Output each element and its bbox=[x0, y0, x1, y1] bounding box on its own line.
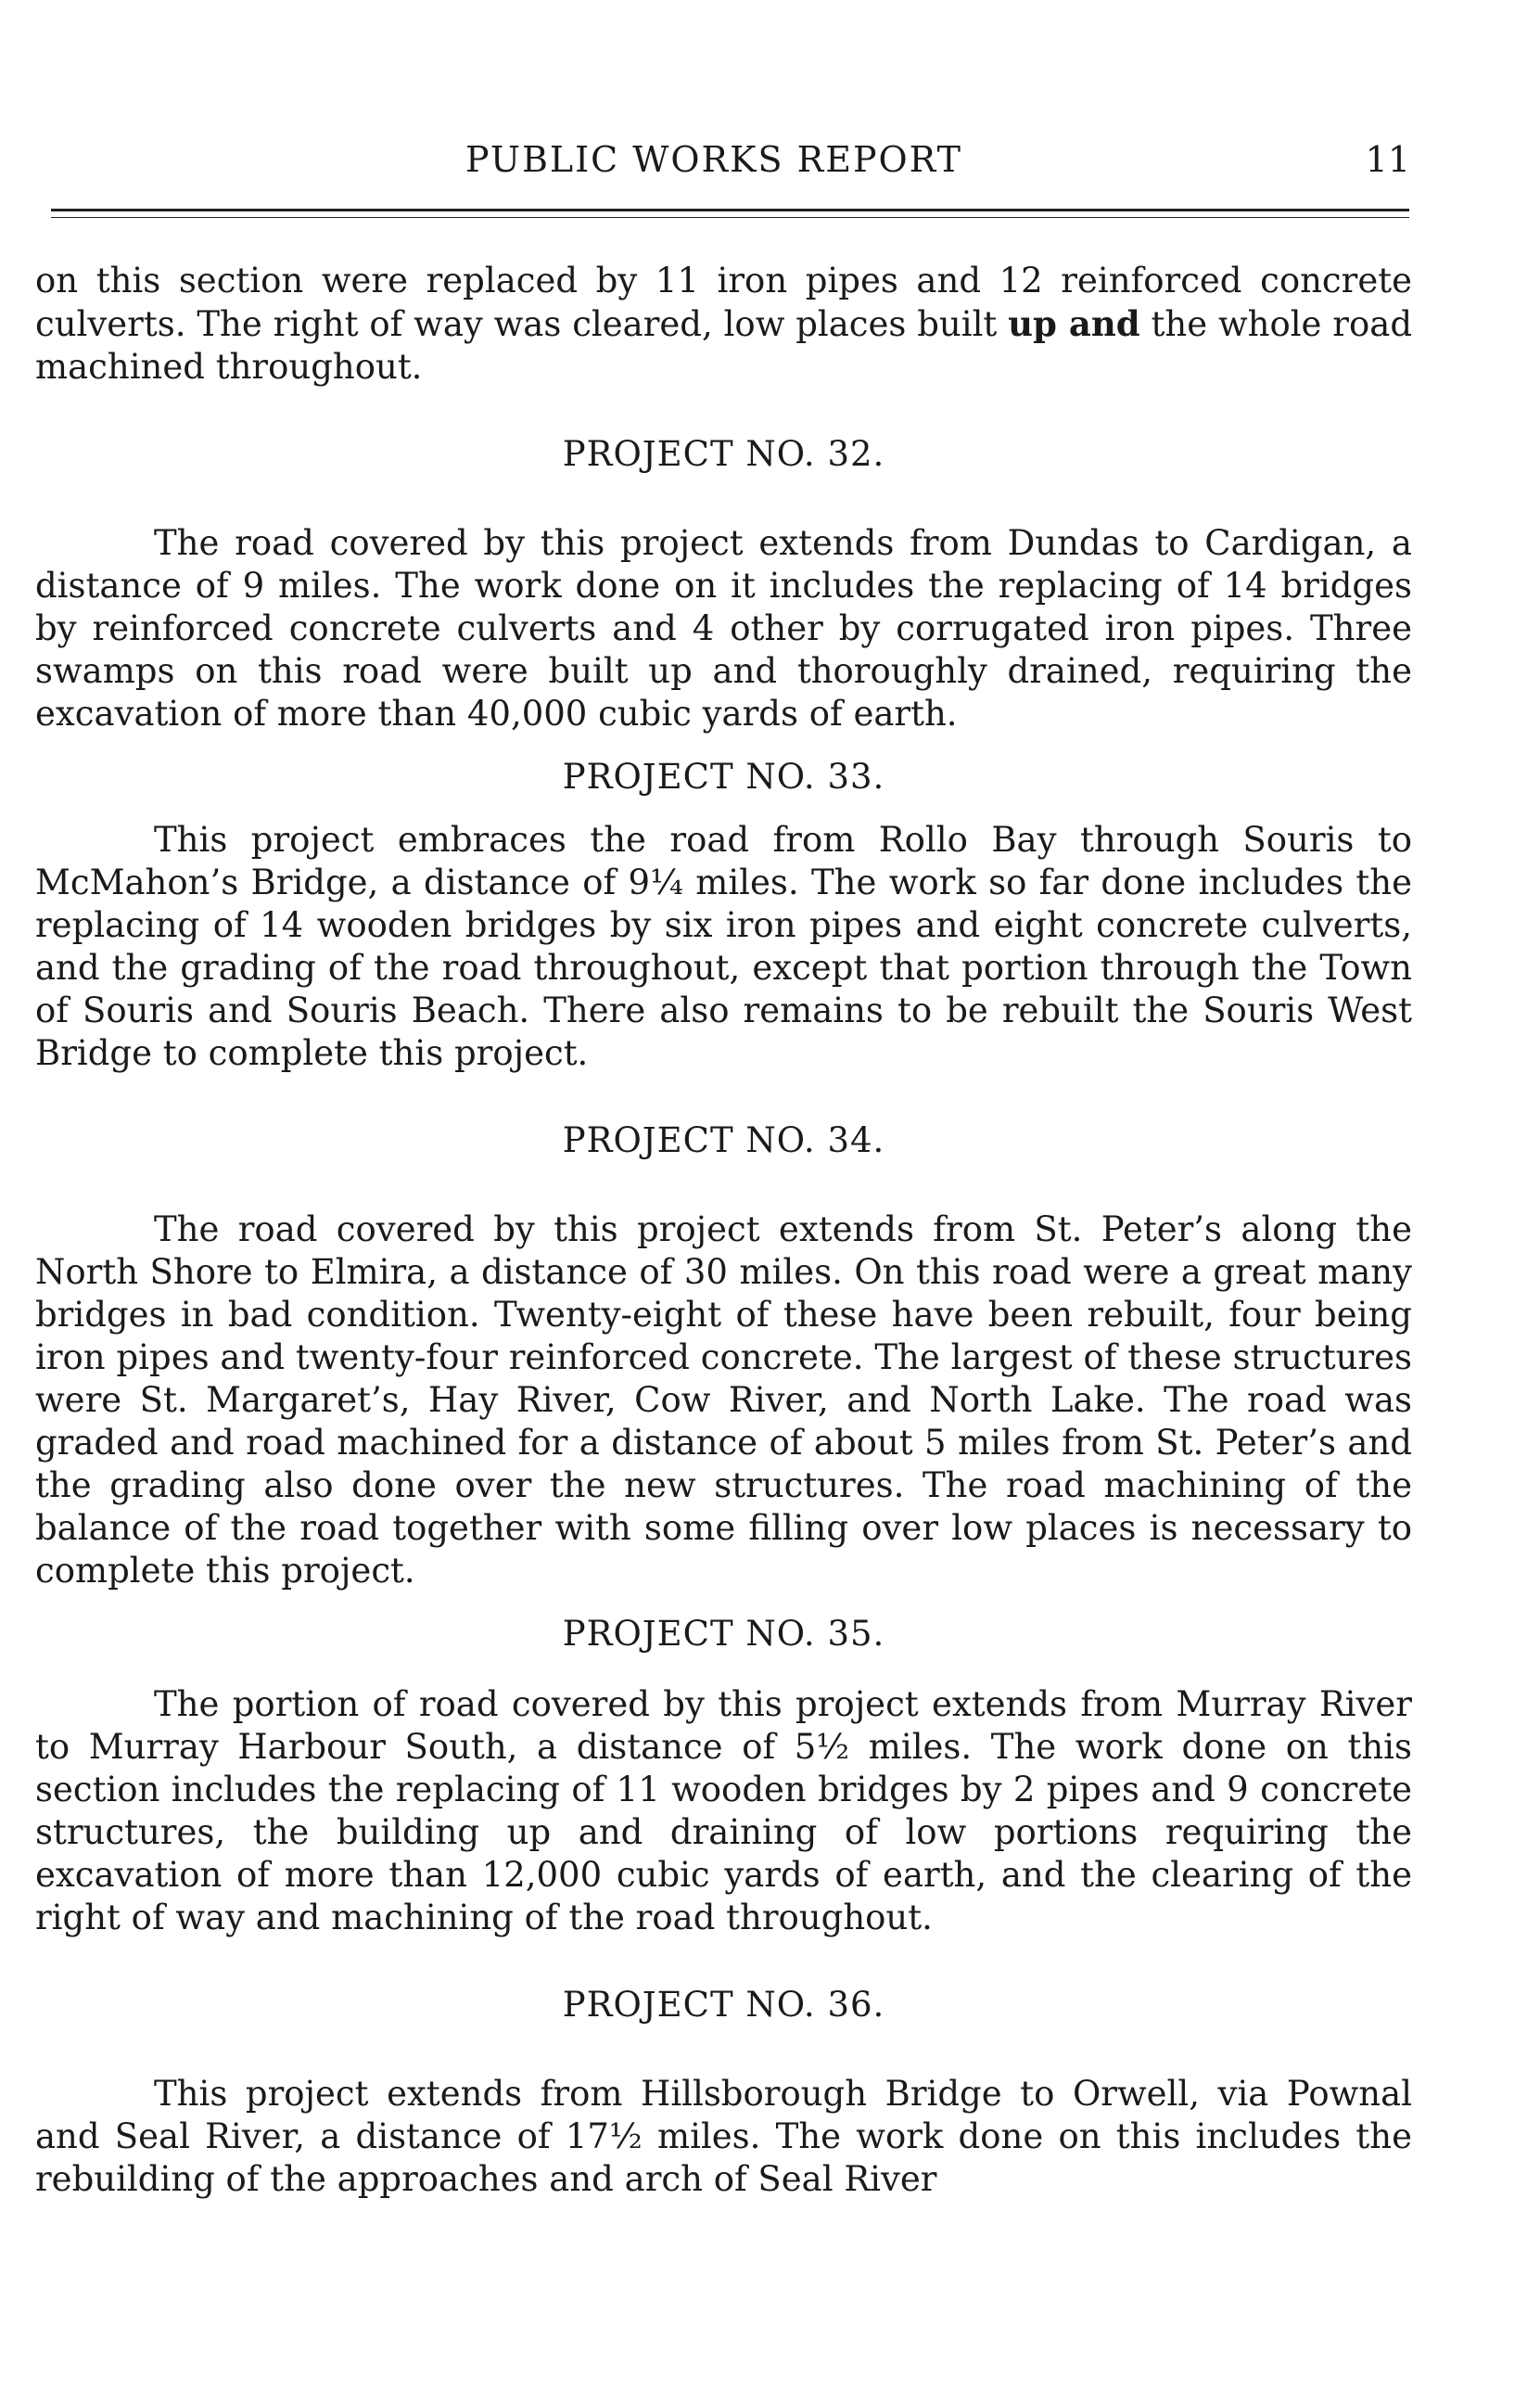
header-rule bbox=[51, 209, 1409, 211]
project-paragraph: This project embraces the road from Rollo Bay through Souris to McMahon’s Bridge, a distance of 9¼ miles. The work so far done includes the replacing of 14 wooden bridges by six iron pipes and eight concrete culverts, and the grading of the road throughout, except that portion through the Town of Souris and Souris Beach. There also remains to be rebuilt the Souris West Bridge to complete this project. bbox=[35, 820, 1412, 1073]
report-body bbox=[35, 260, 1412, 2201]
project-paragraph: The portion of road covered by this project extends from Murray River to Murray Harbour South, a distance of 5½ miles. The work done on this section includes the replacing of 11 wooden bridges by 2 pipes and 9 concrete structures, the building up and draining of low portions requiring the excavation of more than 12,000 cubic yards of earth, and the clearing of the right of way and machining of the road throughout. bbox=[35, 1684, 1412, 1937]
running-title: PUBLIC WORKS REPORT bbox=[465, 139, 962, 180]
project-heading: PROJECT NO. 36. bbox=[562, 1985, 885, 2025]
project-paragraph: This project extends from Hillsborough Bridge to Orwell, via Pownal and Seal River, a distance of 17½ miles. The work done on this includes the rebuilding of the approaches and arch of Seal River bbox=[35, 2074, 1412, 2199]
project-paragraph: The road covered by this project extends from St. Peter’s along the North Shore to Elmira, a distance of 30 miles. On this road were a great many bridges in bad condition. Twenty-eight of these have been rebuilt, four being iron pipes and twenty-four reinforced concrete. The largest of these structures were St. Margaret’s, Hay River, Cow River, and North Lake. The road was graded and road machined for a distance of about 5 miles from St. Peter’s and the grading also done over the new structures. The road machining of the balance of the road together with some filling over low places is necessary to complete this project. bbox=[35, 1209, 1412, 1591]
header-rule-thin bbox=[51, 217, 1409, 218]
intro-text: on this section were replaced by 11 iron pipes and 12 reinforced concrete culverts. The right of way was cleared, low places built bbox=[35, 261, 1412, 344]
intro-bold-text: up and bbox=[1008, 303, 1140, 344]
project-heading: PROJECT NO. 33. bbox=[562, 757, 885, 797]
project-heading: PROJECT NO. 35. bbox=[562, 1614, 885, 1654]
intro-paragraph bbox=[35, 260, 1412, 389]
intro-text-end: the whole road machined throughout. bbox=[35, 304, 1412, 387]
page-number: 11 bbox=[1365, 139, 1410, 180]
project-heading: PROJECT NO. 34. bbox=[562, 1120, 885, 1160]
project-heading: PROJECT NO. 32. bbox=[562, 434, 885, 474]
project-paragraph: The road covered by this project extends from Dundas to Cardigan, a distance of 9 miles. The work done on it includes the replacing of 14 bridges by reinforced concrete culverts and 4 other by corrugated iron pipes. Three swamps on this road were built up and thoroughly drained, requiring the excavation of more than 40,000 cubic yards of earth. bbox=[35, 523, 1412, 734]
page-header bbox=[0, 139, 1540, 195]
